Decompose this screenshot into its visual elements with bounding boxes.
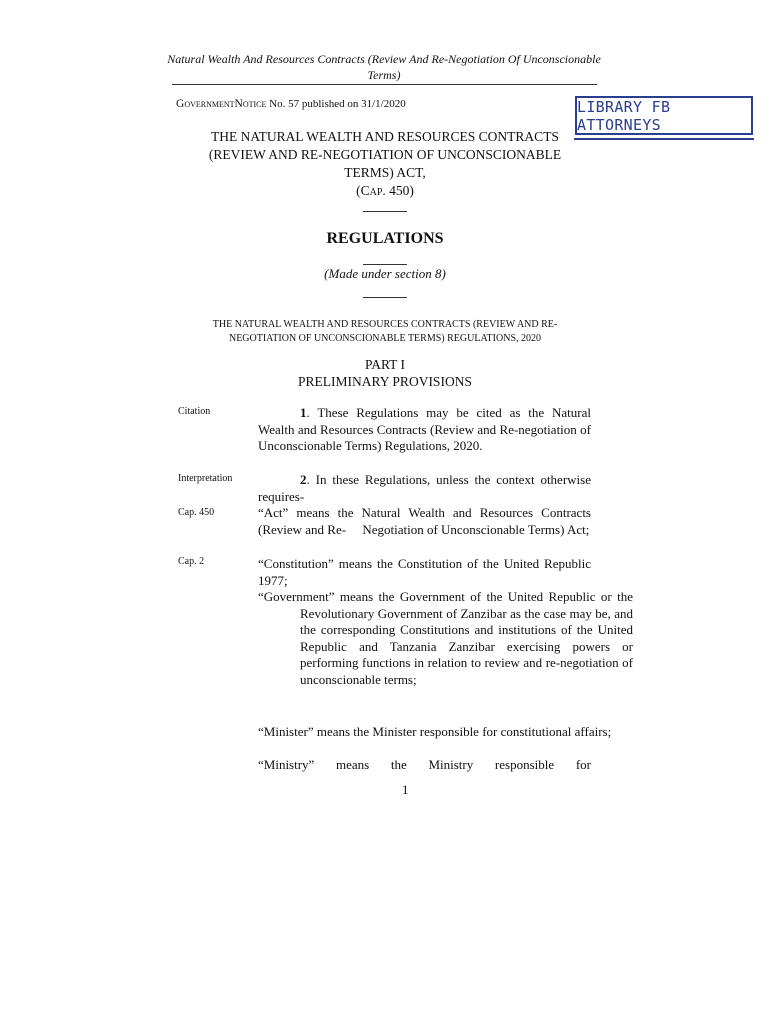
- government-notice: GOVERNMENTNOTICE No. 57 published on 31/1/2020: [176, 98, 406, 110]
- margin-note-citation: Citation: [178, 406, 211, 417]
- definition-word: “Ministry”: [258, 757, 315, 772]
- margin-note-interpretation: Interpretation: [178, 473, 233, 484]
- section-2-intro: 2. In these Regulations, unless the context otherwise requires-: [258, 472, 591, 504]
- definition-word: for: [575, 757, 591, 772]
- definition-constitution: “Constitution” means the Constitution of the United Republic 1977;: [258, 556, 591, 588]
- margin-note-cap450: Cap. 450: [178, 507, 215, 518]
- running-header: Natural Wealth And Resources Contracts (Review And Re-Negotiation Of Unconscionable Terms): [167, 52, 601, 82]
- section-1: 1. These Regulations may be cited as the Natural Wealth and Resources Contracts (Review and Re-negotiation of Unconscionable Terms) Regulations, 2020.: [258, 405, 591, 453]
- divider: [363, 211, 407, 212]
- divider: [363, 264, 407, 265]
- page-number: 1: [402, 782, 409, 797]
- definition-ministry: [258, 757, 591, 774]
- stamp-underline: [574, 138, 754, 140]
- definition-government: “Government” means the Government of the United Republic or the Revolutionary Government of Zanzibar as the case may be, and the corresponding Constitutions and institutions of the United Republic and Tanzania Zanzibar exercising powers or performing functions in relation to review and re-negotiation of unconscionable terms;: [258, 589, 633, 687]
- part-heading: PART I PRELIMINARY PROVISIONS: [298, 357, 472, 389]
- regulations-full-title: THE NATURAL WEALTH AND RESOURCES CONTRACTS (REVIEW AND RE- NEGOTIATION OF UNCONSCIONABLE TERMS) REGULATIONS, 2020: [212, 319, 558, 344]
- made-under: (Made under section 8): [324, 266, 446, 281]
- act-title: THE NATURAL WEALTH AND RESOURCES CONTRACTS (REVIEW AND RE-NEGOTIATION OF UNCONSCIONABLE TERMS) ACT, (CAP. 450): [180, 128, 590, 202]
- divider: [363, 297, 407, 298]
- definition-word: Ministry: [428, 757, 474, 772]
- margin-note-cap2: Cap. 2: [178, 556, 205, 567]
- regulations-title: REGULATIONS: [326, 230, 444, 247]
- definition-word: responsible: [494, 757, 555, 772]
- library-stamp: LIBRARY FB ATTORNEYS: [575, 96, 753, 135]
- definition-word: means: [336, 757, 370, 772]
- definition-word: the: [390, 757, 407, 772]
- definition-act: “Act” means the Natural Wealth and Resources Contracts (Review and Re- Negotiation of Unconscionable Terms) Act;: [258, 505, 595, 537]
- definition-minister: “Minister” means the Minister responsible for constitutional affairs;: [258, 724, 612, 739]
- act-cap: (CAP. 450): [356, 183, 414, 198]
- header-rule: [172, 84, 597, 85]
